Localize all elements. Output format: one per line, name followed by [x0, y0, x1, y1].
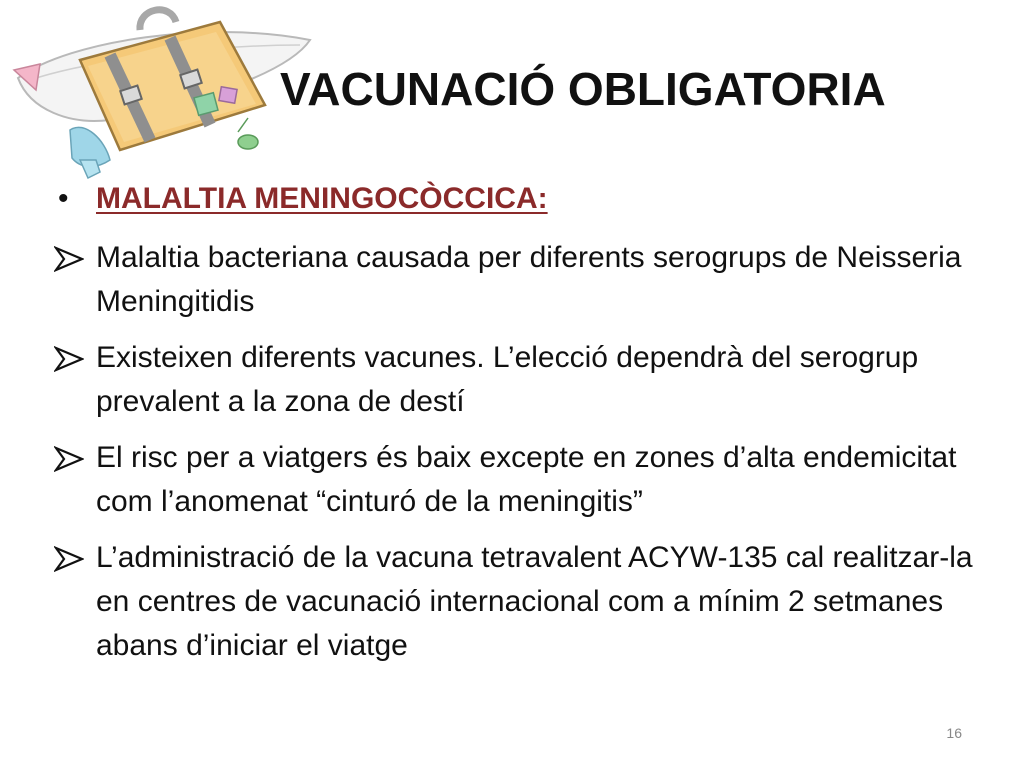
slide-title: VACUNACIÓ OBLIGATORIA — [280, 63, 886, 115]
section-heading: MALALTIA MENINGOCÒCCICA: — [96, 182, 548, 215]
bullet-dot-icon: • — [58, 182, 69, 215]
suitcase-surfboard-icon — [10, 0, 320, 190]
page-number: 16 — [946, 725, 962, 741]
list-item-text: Existeixen diferents vacunes. L’elecció dependrà del serogrup prevalent a la zona de destí — [96, 341, 919, 418]
list-item — [50, 336, 1010, 424]
list-item — [50, 436, 1010, 524]
slide-content — [50, 178, 1010, 668]
arrow-bullet-icon — [54, 446, 84, 472]
arrow-bullet-icon — [54, 346, 84, 372]
list-item-text: L’administració de la vacuna tetravalent ACYW-135 cal realitzar-la en centres de vacunació internacional com a mínim 2 setmanes abans d’iniciar el viatge — [96, 541, 973, 662]
arrow-bullet-icon — [54, 246, 84, 272]
list-item-text: El risc per a viatgers és baix excepte en zones d’alta endemicitat com l’anomenat “cinturó de la meningitis” — [96, 441, 957, 518]
arrow-bullet-icon — [54, 546, 84, 572]
list-item — [50, 236, 1010, 324]
list-item — [50, 536, 1010, 668]
section-heading-row — [50, 178, 1010, 224]
list-item-text: Malaltia bacteriana causada per diferents serogrups de Neisseria Meningitidis — [96, 241, 962, 318]
